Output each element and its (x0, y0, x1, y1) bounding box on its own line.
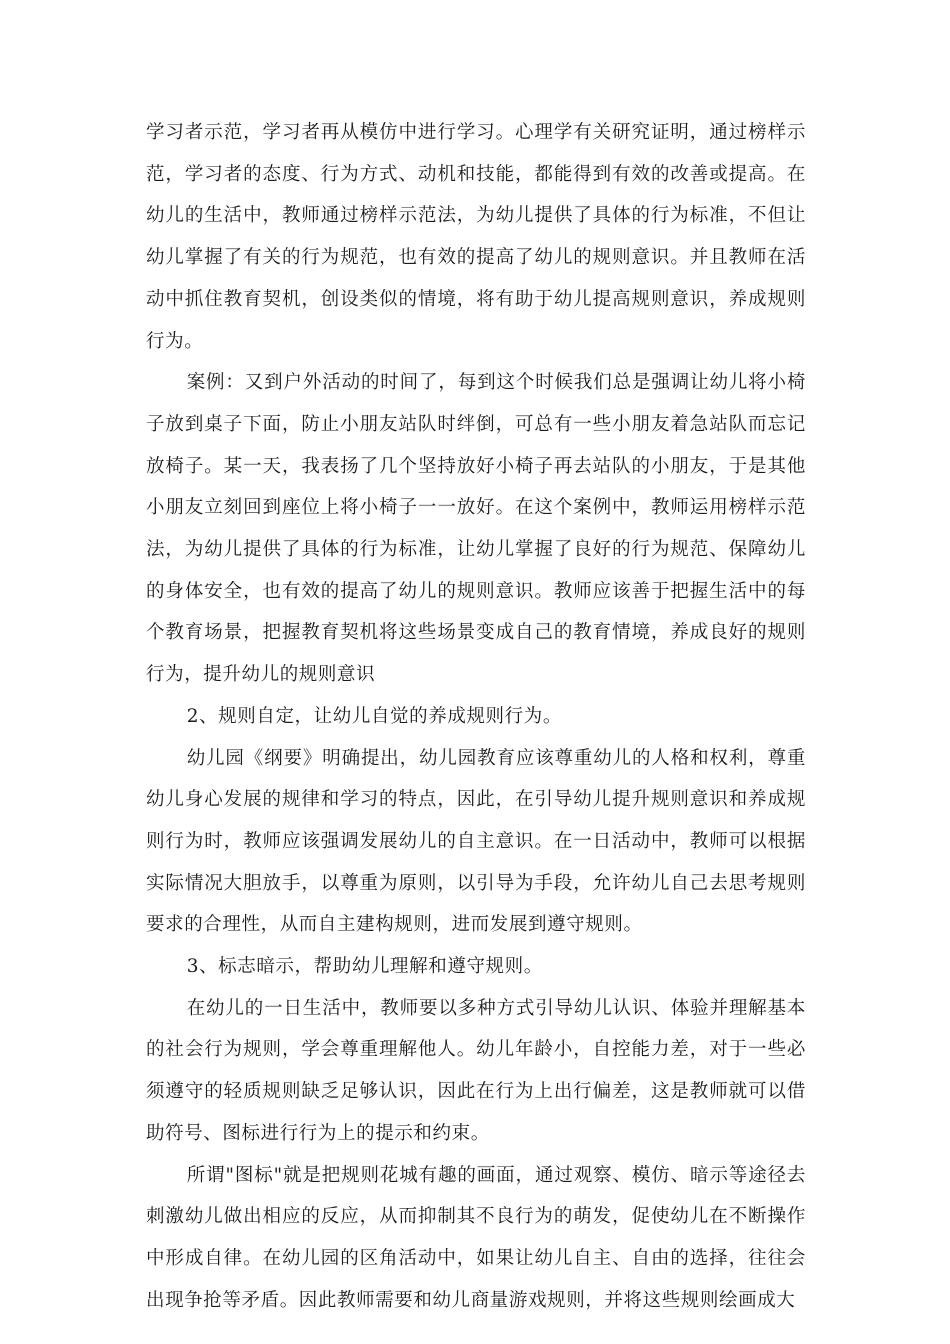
paragraph-modeling-continuation: 学习者示范，学习者再从模仿中进行学习。心理学有关研究证明，通过榜样示范，学习者的态度、行为方式、动机和技能，都能得到有效的改善或提高。在幼儿的生活中，教师通过榜样示范法，为幼儿提供了具体的行为标准，不但让幼儿掌握了有关的行为规范，也有效的提高了幼儿的规则意识。并且教师在活动中抓住教育契机，创设类似的情境，将有助于幼儿提高规则意识，养成规则行为。 (146, 122, 806, 352)
paragraph-daily-life-rules: 在幼儿的一日生活中，教师要以多种方式引导幼儿认识、体验并理解基本的社会行为规则，学会尊重理解他人。幼儿年龄小，自控能力差，对于一些必须遵守的轻质规则缺乏足够认识，因此在行为上出行偏差，这是教师就可以借助符号、图标进行行为上的提示和约束。 (146, 997, 806, 1144)
paragraph-case-example: 案例：又到户外活动的时间了，每到这个时候我们总是强调让幼儿将小椅子放到桌子下面，防止小朋友站队时绊倒，可总有一些小朋友着急站队而忘记放椅子。某一天，我表扬了几个坚持放好小椅子再去站队的小朋友，于是其他小朋友立刻回到座位上将小椅子一一放好。在这个案例中，教师运用榜样示范法，为幼儿提供了具体的行为标准，让幼儿掌握了良好的行为规范、保障幼儿的身体安全，也有效的提高了幼儿的规则意识。教师应该善于把握生活中的每个教育场景，把握教育契机将这些场景变成自己的教育情境，养成良好的规则行为，提升幼儿的规则意识 (146, 372, 806, 686)
section-heading-sign-hints: 3、标志暗示，帮助幼儿理解和遵守规则。 (186, 956, 543, 978)
paragraph-icon-definition: 所谓"图标"就是把规则花城有趣的画面，通过观察、模仿、暗示等途径去刺激幼儿做出相应的反应，从而抑制其不良行为的萌发，促使幼儿在不断操作中形成自律。在幼儿园的区角活动中，如果让幼儿自主、自由的选择，往往会出现争抢等矛盾。因此教师需要和幼儿商量游戏规则，并将这些规则绘画成大 (146, 1164, 806, 1311)
document-page (146, 112, 806, 1321)
section-heading-self-set-rules: 2、规则自定，让幼儿自觉的养成规则行为。 (186, 705, 562, 727)
paragraph-guideline-autonomy: 幼儿园《纲要》明确提出，幼儿园教育应该尊重幼儿的人格和权利，尊重幼儿身心发展的规律和学习的特点，因此，在引导幼儿提升规则意识和养成规则行为时，教师应该强调发展幼儿的自主意识。在一日活动中，教师可以根据实际情况大胆放手，以尊重为原则，以引导为手段，允许幼儿自己去思考规则要求的合理性，从而自主建构规则，进而发展到遵守规则。 (146, 747, 806, 936)
